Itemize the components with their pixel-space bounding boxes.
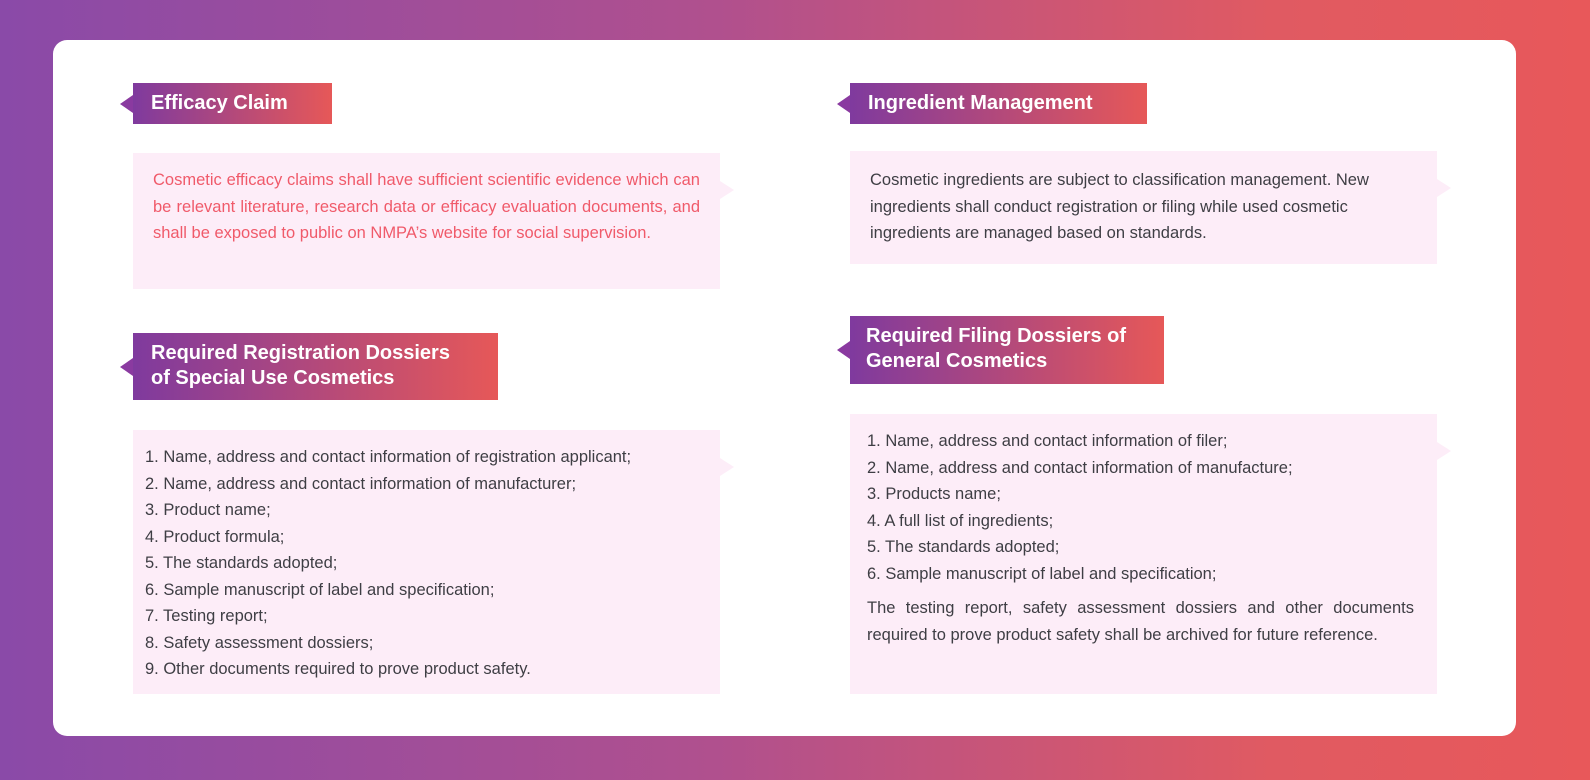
list-item: 3. Product name; [145, 501, 271, 519]
list-item: 1. Name, address and contact information of registration applicant; [145, 448, 632, 466]
heading-line: Required Registration Dossiers [151, 342, 450, 364]
list-item: 6. Sample manuscript of label and specification; [867, 564, 1217, 583]
list-item: 4. A full list of ingredients; [867, 511, 1054, 530]
heading-line: Required Filing Dossiers of [866, 325, 1127, 347]
efficacy-claim-heading: Efficacy Claim [133, 83, 332, 124]
list-item: 9. Other documents required to prove product safety. [145, 660, 531, 678]
ingredient-management-heading: Ingredient Management [850, 83, 1147, 124]
efficacy-claim-text: Cosmetic efficacy claims shall have sufficient scientific evidence which can be relevant literature, research data or efficacy evaluation documents, and shall be exposed to public on NMPA’s website for social supervision. [133, 153, 720, 289]
list-item: 2. Name, address and contact information of manufacturer; [145, 474, 577, 493]
filing-dossiers-list [850, 414, 1437, 694]
list-item: 4. Product formula; [145, 527, 285, 546]
list-item: 7. Testing report; [145, 607, 268, 625]
list-item: 3. Products name; [867, 485, 1001, 503]
filing-note: The testing report, safety assessment dossiers and other documents required to prove product safety shall be archived for future reference. [867, 599, 1414, 644]
heading-line: of Special Use Cosmetics [151, 367, 395, 389]
list-item: 5. The standards adopted; [145, 554, 338, 572]
registration-dossiers-heading [133, 333, 498, 400]
list-item: 1. Name, address and contact information of filer; [867, 432, 1228, 450]
list-item: 2. Name, address and contact information of manufacture; [867, 458, 1293, 477]
filing-dossiers-heading [850, 316, 1164, 384]
heading-line: General Cosmetics [866, 350, 1048, 372]
registration-dossiers-list [133, 430, 720, 694]
ingredient-management-text: Cosmetic ingredients are subject to classification management. New ingredients shall conduct registration or filing while used cosmetic ingredients are managed based on standards. [850, 151, 1437, 264]
list-item: 5. The standards adopted; [867, 538, 1060, 556]
list-item: 8. Safety assessment dossiers; [145, 633, 374, 652]
list-item: 6. Sample manuscript of label and specification; [145, 580, 495, 599]
